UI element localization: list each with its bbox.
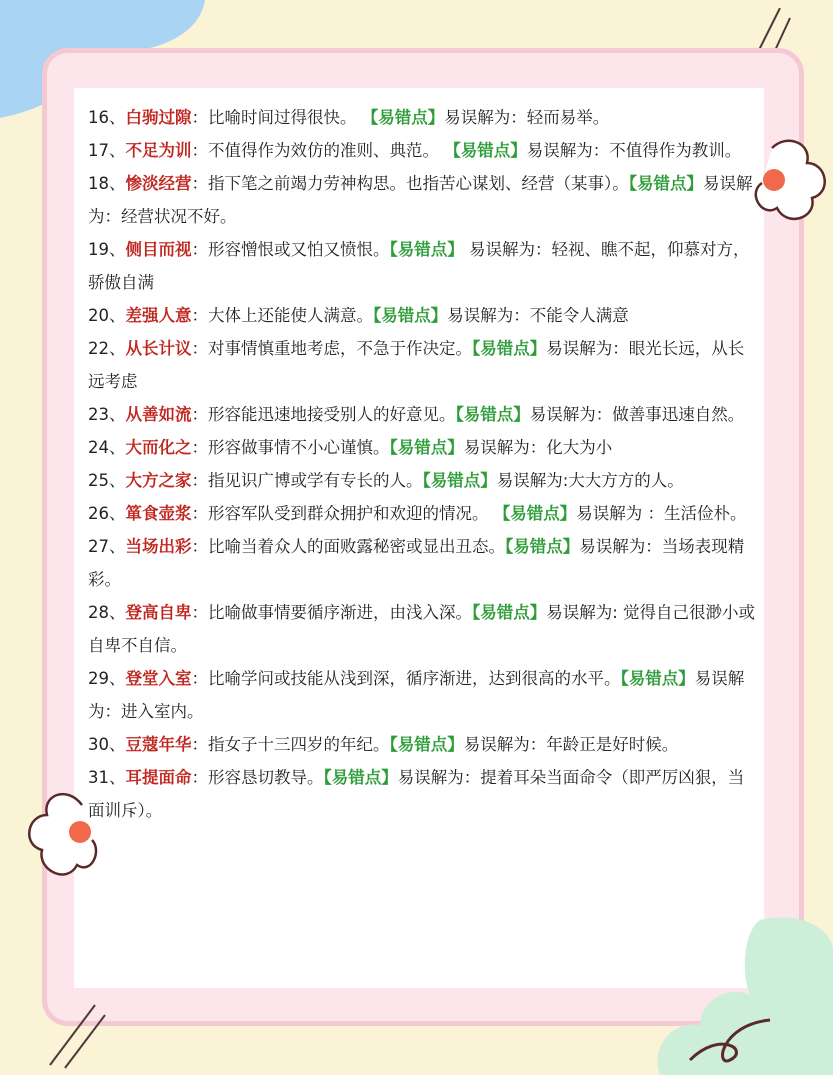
- list-item: 27、当场出彩：比喻当着众人的面败露秘密或显出丑态。【易错点】易误解为：当场表现精彩。: [88, 537, 745, 589]
- error-tag: 【易错点】: [620, 669, 695, 688]
- idiom-term: 从善如流: [125, 405, 192, 424]
- list-item: 24、大而化之：形容做事情不小心谨慎。【易错点】易误解为：化大为小: [88, 438, 613, 457]
- idiom-term: 不足为训: [125, 141, 192, 160]
- error-tag: 【易错点】: [323, 768, 398, 787]
- list-item: 28、登高自卑：比喻做事情要循序渐进，由浅入深。【易错点】易误解为: 觉得自己很渺小或自卑不自信。: [88, 603, 756, 655]
- list-item: 30、豆蔻年华：指女子十三四岁的年纪。【易错点】易误解为：年龄正是好时候。: [88, 735, 679, 754]
- idiom-term: 豆蔻年华: [125, 735, 192, 754]
- idiom-term: 登堂入室: [125, 669, 192, 688]
- flower-decoration-right: [752, 138, 833, 228]
- idiom-term: 侧目而视: [125, 240, 192, 259]
- error-tag: 【易错点】: [361, 108, 445, 127]
- idiom-term: 当场出彩: [125, 537, 192, 556]
- error-tag: 【易错点】: [472, 603, 547, 622]
- error-tag: 【易错点】: [628, 174, 703, 193]
- list-item: 26、箪食壶浆：形容军队受到群众拥护和欢迎的情况。 【易错点】易误解为 ：生活俭朴。: [88, 504, 747, 523]
- list-item: 17、不足为训：不值得作为效仿的准则、典范。 【易错点】易误解为：不值得作为教训。: [88, 141, 742, 160]
- error-tag: 【易错点】: [389, 438, 464, 457]
- list-item: 25、大方之家：指见识广博或学有专长的人。【易错点】易误解为:大大方方的人。: [88, 471, 684, 490]
- line-decoration-bottom-left: [40, 1000, 110, 1070]
- list-item: 19、侧目而视：形容憎恨或又怕又愤恨。【易错点】 易误解为：轻视、瞧不起，仰慕对方，骄傲自满: [88, 240, 750, 292]
- error-tag: 【易错点】: [505, 537, 580, 556]
- idiom-term: 大方之家: [125, 471, 192, 490]
- error-tag: 【易错点】: [493, 504, 577, 523]
- list-item: 23、从善如流：形容能迅速地接受别人的好意见。【易错点】易误解为：做善事迅速自然。: [88, 405, 745, 424]
- error-tag: 【易错点】: [373, 306, 448, 325]
- idiom-term: 耳提面命: [125, 768, 192, 787]
- list-item: 18、惨淡经营：指下笔之前竭力劳神构思。也指苦心谋划、经营（某事）。【易错点】易误解为：经营状况不好。: [88, 174, 753, 226]
- error-tag: 【易错点】: [444, 141, 527, 160]
- list-item: 16、白驹过隙：比喻时间过得很快。 【易错点】易误解为：轻而易举。: [88, 108, 610, 127]
- idiom-term: 白驹过隙: [125, 108, 192, 127]
- error-tag: 【易错点】: [455, 405, 530, 424]
- idiom-term: 惨淡经营: [125, 174, 192, 193]
- green-cloud-decoration: [650, 910, 833, 1075]
- idiom-list: [88, 101, 758, 827]
- idiom-term: 大而化之: [125, 438, 192, 457]
- idiom-term: 从长计议: [125, 339, 192, 358]
- list-item: 29、登堂入室：比喻学问或技能从浅到深，循序渐进，达到很高的水平。【易错点】易误解为：进入室内。: [88, 669, 745, 721]
- error-tag: 【易错点】: [389, 240, 464, 259]
- idiom-term: 登高自卑: [125, 603, 192, 622]
- error-tag: 【易错点】: [472, 339, 547, 358]
- idiom-term: 差强人意: [125, 306, 192, 325]
- list-item: 31、耳提面命：形容恳切教导。【易错点】易误解为：提着耳朵当面命令（即严厉凶狠，当面训斥）。: [88, 768, 745, 820]
- idiom-term: 箪食壶浆: [125, 504, 192, 523]
- error-tag: 【易错点】: [389, 735, 464, 754]
- list-item: 20、差强人意：大体上还能使人满意。【易错点】易误解为：不能令人满意: [88, 306, 629, 325]
- error-tag: 【易错点】: [422, 471, 497, 490]
- list-item: 22、从长计议：对事情慎重地考虑，不急于作决定。【易错点】易误解为：眼光长远，从长远考虑: [88, 339, 745, 391]
